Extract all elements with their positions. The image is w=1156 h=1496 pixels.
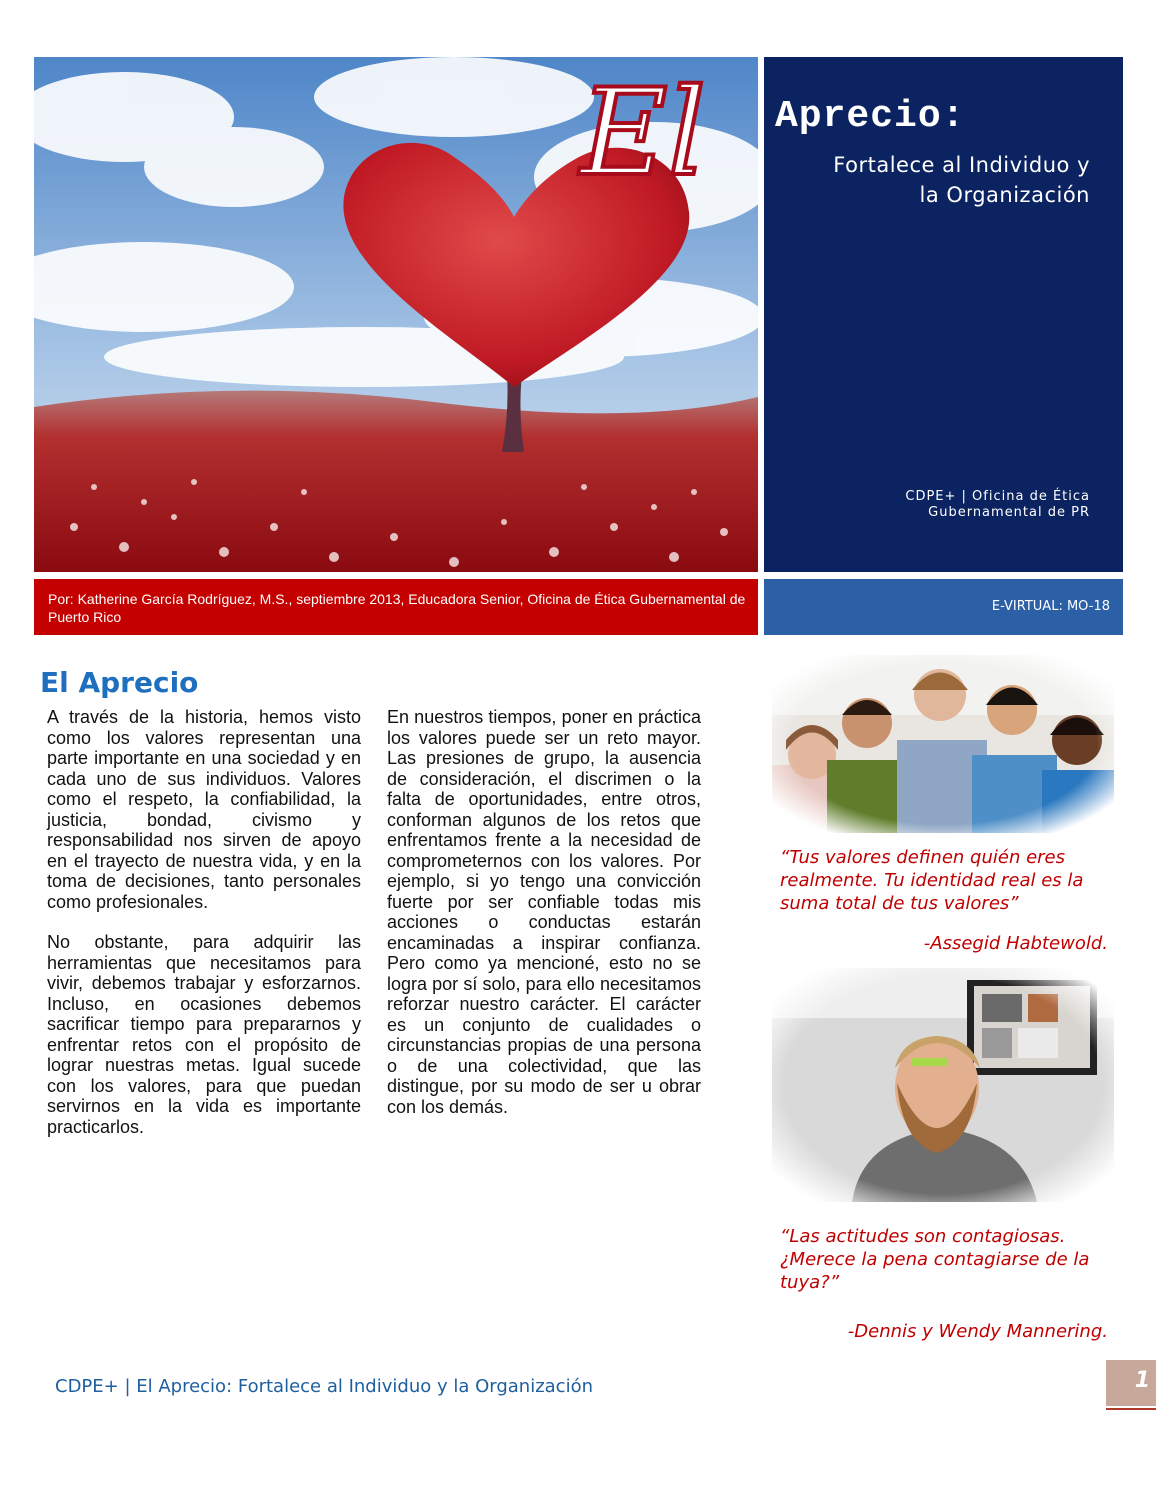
paragraph: No obstante, para adquirir las herramientas que necesitamos para vivir, debemos trabajar y esforzarnos. Incluso, en ocasiones debemos sacrificar tiempo para prepararnos y enfrentar retos con el propósito de lograr nuestras metas. Igual sucede con los valores, para que puedan servirnos en la vida es importante practicarlos. [47, 932, 361, 1137]
footer-text: CDPE+ | El Aprecio: Fortalece al Individuo y la Organización [55, 1376, 593, 1397]
quote-2: “Las actitudes son contagiosas. ¿Merece la pena contagiarse de la tuya?” [780, 1226, 1090, 1293]
photo-smiling-man [772, 968, 1114, 1202]
page-number-box [1106, 1360, 1156, 1406]
org-line-1: CDPE+ | Oficina de Ética [905, 489, 1090, 504]
quote-1-author: -Assegid Habtewold. [923, 933, 1108, 954]
subtitle-line-1: Fortalece al Individuo y [833, 153, 1090, 177]
page-number: 1 [1134, 1368, 1150, 1393]
page-number-rule [1106, 1408, 1156, 1410]
article-heading: El Aprecio [40, 666, 199, 699]
quote-2-author: -Dennis y Wendy Mannering. [847, 1321, 1108, 1342]
org-line-2: Gubernamental de PR [928, 505, 1090, 520]
paragraph: En nuestros tiempos, poner en práctica los valores puede ser un reto mayor. Las presiones de grupo, la ausencia de consideración, el discrimen o la falta de oportunidades, entre otros, conforman algunos de los retos que enfrentamos frente a la necesidad de comprometernos con los valores. Por ejemplo, si yo tengo una convicción fuerte por ser confiable todas mis acciones o conductas estarán encaminadas a inspirar confianza. Pero como ya mencioné, esto no se logra por sí solo, para ello necesitamos reforzar nuestro carácter. El carácter es un conjunto de cualidades o circunstancias propias de una persona o de una colectividad, que las distingue, por su modo de ser u obrar con los demás. [387, 707, 701, 1117]
title-script-text: El [580, 64, 706, 192]
code-text: E-VIRTUAL: MO-18 [991, 599, 1110, 614]
panel-org [780, 489, 1090, 521]
photo-group-friends [772, 655, 1114, 833]
article-column-right [387, 707, 701, 1137]
title-script-el [570, 62, 770, 192]
quote-1: “Tus valores definen quién eres realmente. Tu identidad real es la suma total de tus valores” [780, 847, 1084, 914]
paragraph: A través de la historia, hemos visto como los valores representan una parte importante en una sociedad y en cada uno de sus individuos. Valores como el respeto, la confiabilidad, la justicia, bondad, civismo y responsabilidad nos sirven de apoyo en el trayecto de nuestra vida, y en la toma de decisiones, tanto personales como profesionales. [47, 707, 361, 912]
subtitle-line-2: la Organización [919, 183, 1090, 207]
article-column-left [47, 707, 361, 1157]
title-main: Aprecio: [775, 95, 966, 138]
title-subtitle [770, 150, 1090, 210]
byline-text: Por: Katherine García Rodríguez, M.S., septiembre 2013, Educadora Senior, Oficina de Ética Gubernamental de Puerto Rico [48, 591, 746, 625]
